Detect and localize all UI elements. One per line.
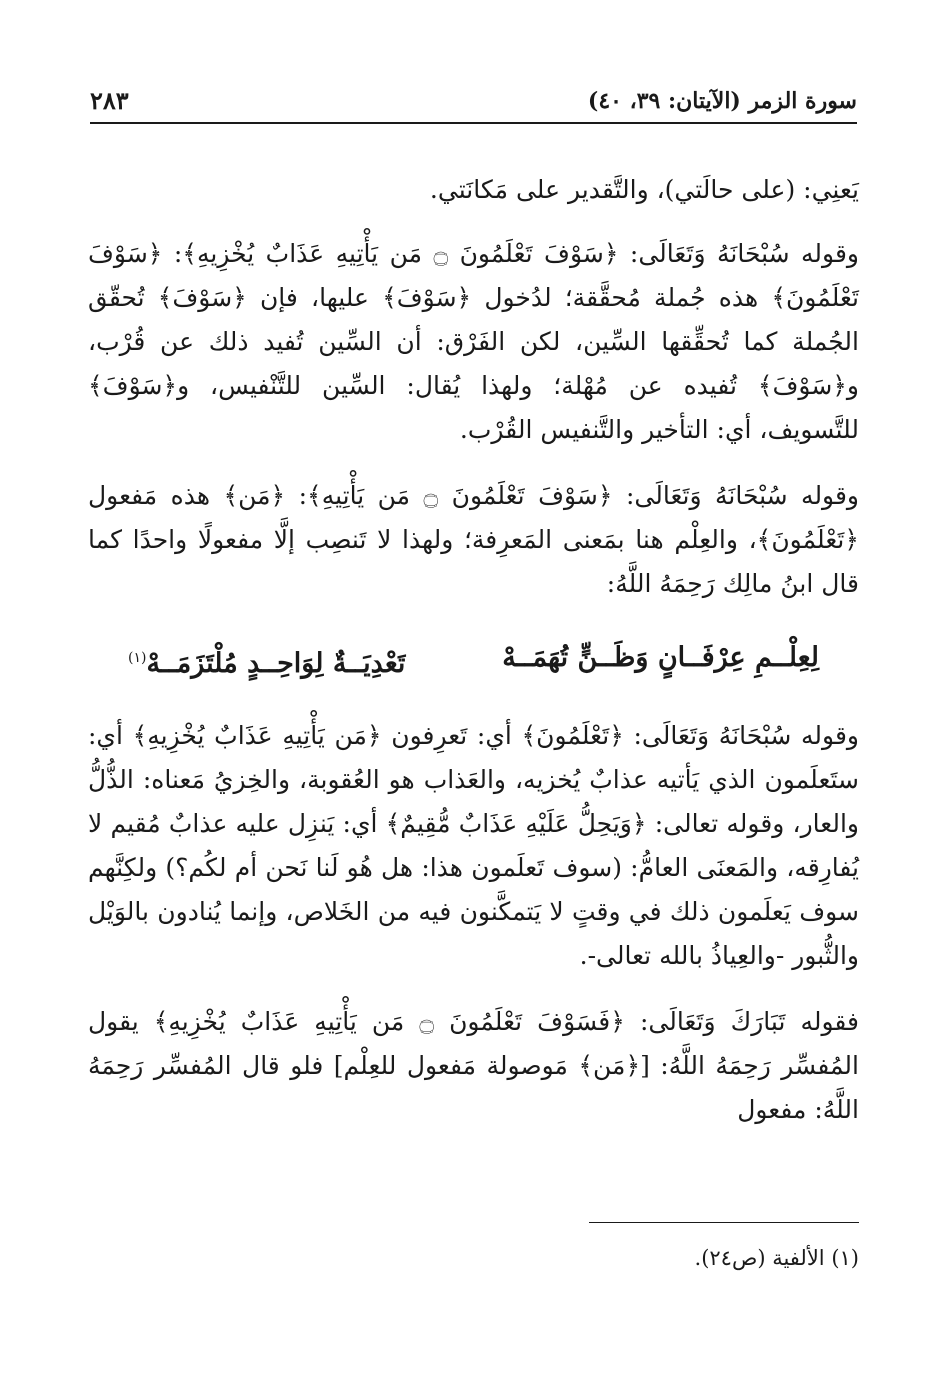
- paragraph: وقوله سُبْحَانَهُ وَتَعَالَى: ﴿سَوْفَ تَعْلَمُونَ ۝ مَن يَأْتِيهِ عَذَابٌ يُخْزِيهِ﴾: ﴿سَوْفَ تَعْلَمُونَ﴾ هذه جُملة مُحقَّقة؛ لدُخول ﴿سَوْفَ﴾ عليها، فإن ﴿سَوْفَ﴾ تُحقّق الجُملة كما تُحقِّقها السِّين، لكن الفَرْق: أن السِّين تُفيد ذلك عن قُرْب، و﴿سَوْفَ﴾ تُفيده عن مُهْلة؛ ولهذا يُقال: السِّين للتَّنْفيس، و﴿سَوْفَ﴾ للتَّسويف، أي: التأخير والتَّنفيس القُرْب.: [88, 239, 859, 444]
- poem-verse: [88, 628, 859, 698]
- page-header: [90, 82, 857, 122]
- paragraph: وقوله سُبْحَانَهُ وَتَعَالَى: ﴿سَوْفَ تَعْلَمُونَ ۝ مَن يَأْتِيهِ﴾: ﴿مَن﴾ هذه مَفعول ﴿تَعْلَمُونَ﴾، والعِلْم هنا بمَعنى المَعرِفة؛ ولهذا لا تَنصِب إلَّا مفعولًا واحدًا كما قال ابنُ مالِك رَحِمَهُ اللَّهُ:: [88, 481, 859, 598]
- running-title: سورة الزمر (الآيتان: ٣٩، ٤٠): [587, 88, 857, 114]
- footnote: (١) الألفية (ص٢٤).: [694, 1246, 859, 1270]
- paragraph: وقوله سُبْحَانَهُ وَتَعَالَى: ﴿تَعْلَمُونَ﴾ أي: تَعرِفون ﴿مَن يَأْتِيهِ عَذَابٌ يُخْزِيهِ﴾ أي: ستَعلَمون الذي يَأتيه عذابٌ يُخزيه، والعَذاب هو العُقوبة، والخِزيُ مَعناه: الذُّلُّ والعار، وقوله تعالى: ﴿وَيَحِلُّ عَلَيْهِ عَذَابٌ مُّقِيمٌ﴾ أي: يَنزِل عليه عذابٌ مُقيم لا يُفارِقه، والمَعنَى العامُّ: (سوف تَعلَمون هذا: هل هُو لَنا نَحن أم لكُم؟) ولكِنَّهم سوف يَعلَمون ذلك في وقتٍ لا يَتمكَّنون فيه من الخَلاص، وإنما يُنادون بالوَيْل والثُّبور -والعِياذُ بالله تعالى-.: [88, 721, 859, 970]
- page-number: ٢٨٣: [90, 86, 129, 115]
- poem-hemistich-left: تَعْدِيَــةٌ لِوَاحِــدٍ مُلْتَزَمَــهْ$^{(١)}$: [128, 648, 406, 679]
- footnote-marker: (١): [128, 650, 147, 666]
- paragraph: فقوله تَبَارَكَ وَتَعَالَى: ﴿فَسَوْفَ تَعْلَمُونَ ۝ مَن يَأْتِيهِ عَذَابٌ يُخْزِيهِ﴾ يقول المُفسِّر رَحِمَهُ اللَّهُ: [﴿مَن﴾ مَوصولة مَفعول للعِلْم] فلو قال المُفسِّر رَحِمَهُ اللَّهُ: مفعول: [88, 1007, 859, 1124]
- poem-hemistich-right: لِعِلْــمِ عِرْفَــانٍ وَظَــنٍّ تُهَمَــهْ: [502, 642, 819, 673]
- footnote-divider: [589, 1222, 859, 1223]
- header-divider: [90, 122, 857, 124]
- paragraph: يَعنِي: (على حالَتي)، والتَّقدير على مَكانَتي.: [429, 175, 859, 204]
- main-text: [88, 168, 859, 1154]
